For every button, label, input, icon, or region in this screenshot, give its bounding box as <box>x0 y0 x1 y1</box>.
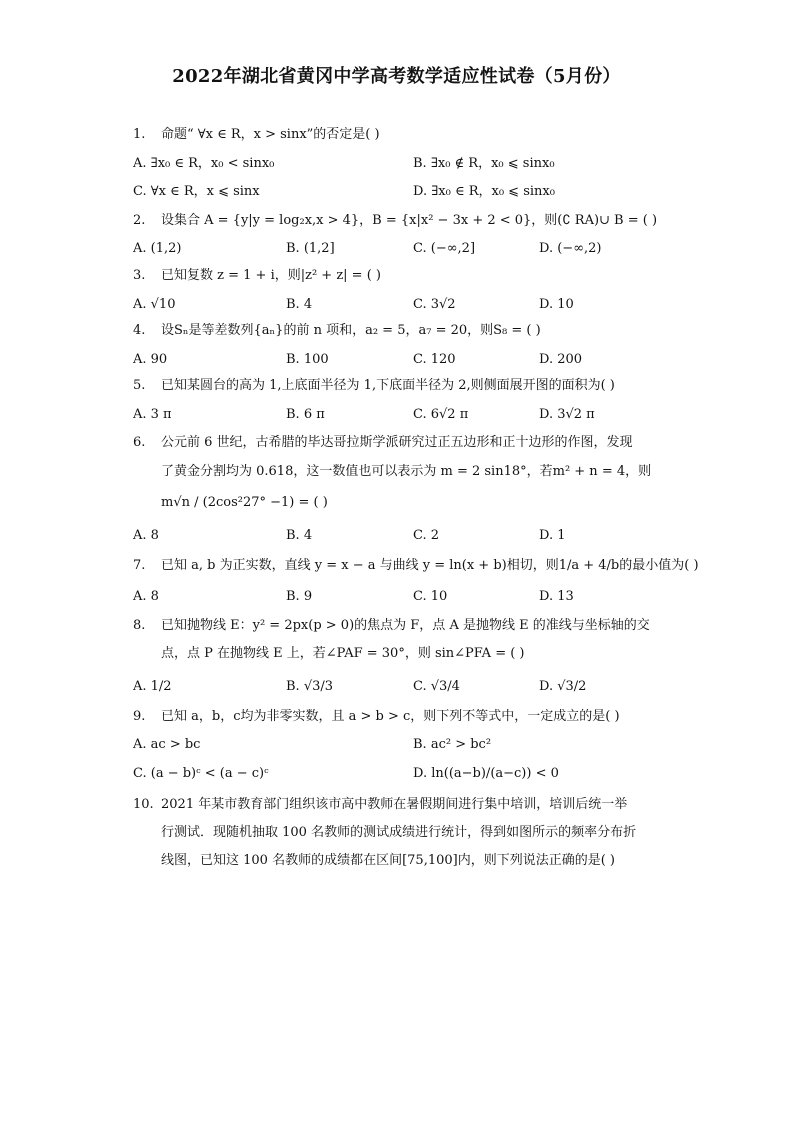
question-text: 已知 a，b，c均为非零实数，且 a > b > c，则下列不等式中，一定成立的是( ) <box>161 709 620 724</box>
question-text: 命题“ ∀x ∈ R，x > sinx”的否定是( ) <box>161 127 380 142</box>
question-text: 已知 a, b 为正实数，直线 y = x − a 与曲线 y = ln(x + b)相切，则1/a + 4/b的最小值为( ) <box>161 558 699 573</box>
question-4 <box>133 322 673 340</box>
option-a: A. ∃x₀ ∈ R，x₀ < sinx₀ <box>133 156 275 171</box>
option-a: A. 8 <box>133 589 159 604</box>
question-9 <box>133 708 673 726</box>
question-10 <box>133 796 673 814</box>
option-d: D. 3√2 π <box>539 407 595 422</box>
option-b: B. 9 <box>286 589 313 604</box>
question-6 <box>133 434 673 452</box>
question-text-continued: 行测试．现随机抽取 100 名教师的测试成绩进行统计，得到如图所示的频率分布折 <box>161 825 637 840</box>
question-number: 8. <box>133 618 146 633</box>
option-c: C. ∀x ∈ R，x ⩽ sinx <box>133 184 260 199</box>
question-number: 6. <box>133 435 146 450</box>
option-c: C. (a − b)ᶜ < (a − c)ᶜ <box>133 766 269 781</box>
question-number: 7. <box>133 558 146 573</box>
question-2 <box>133 212 673 230</box>
option-a: A. 90 <box>133 352 168 367</box>
question-text-continued: 线图，已知这 100 名教师的成绩都在区间[75,100]内，则下列说法正确的是( ) <box>161 853 615 868</box>
question-5 <box>133 377 673 395</box>
page-title: 2022年湖北省黄冈中学高考数学适应性试卷（5月份） <box>172 66 621 87</box>
question-7 <box>133 557 699 575</box>
question-text-continued: 了黄金分割均为 0.618，这一数值也可以表示为 m = 2 sin18°，若m² + n = 4，则 <box>161 464 652 479</box>
question-text: 已知某圆台的高为 1,上底面半径为 1,下底面半径为 2,则侧面展开图的面积为( ) <box>161 378 615 393</box>
option-b: B. 100 <box>286 352 329 367</box>
option-d: D. √3/2 <box>539 679 587 694</box>
option-a: A. (1,2) <box>133 241 182 256</box>
option-b: B. 6 π <box>286 407 325 422</box>
question-1 <box>133 126 673 144</box>
question-number: 5. <box>133 378 146 393</box>
question-text: 已知复数 z = 1 + i，则|z² + z| = ( ) <box>161 268 381 283</box>
question-text: 2021 年某市教育部门组织该市高中教师在暑假期间进行集中培训，培训后统一举 <box>161 797 628 812</box>
option-a: A. 1/2 <box>133 679 172 694</box>
question-text: 设Sₙ是等差数列{aₙ}的前 n 项和，a₂ = 5，a₇ = 20，则S₈ = ( ) <box>161 323 541 338</box>
option-c: C. 6√2 π <box>413 407 469 422</box>
option-b: B. (1,2] <box>286 241 335 256</box>
question-text: 公元前 6 世纪，古希腊的毕达哥拉斯学派研究过正五边形和正十边形的作图，发现 <box>161 435 633 450</box>
option-d: D. 1 <box>539 528 566 543</box>
question-text: 设集合 A = {y|y = log₂x,x > 4}，B = {x|x² − 3x + 2 < 0}，则(∁ RA)∪ B = ( ) <box>161 213 658 228</box>
option-b: B. 4 <box>286 297 313 312</box>
question-number: 10. <box>133 797 154 812</box>
option-d: D. 13 <box>539 589 574 604</box>
option-c: C. √3/4 <box>413 679 460 694</box>
question-number: 9. <box>133 709 146 724</box>
option-b: B. 4 <box>286 528 313 543</box>
question-number: 1. <box>133 127 146 142</box>
question-text-continued: 点，点 P 在抛物线 E 上，若∠PAF = 30°，则 sin∠PFA = ( ) <box>161 646 525 661</box>
option-a: A. √10 <box>133 297 176 312</box>
option-d: D. ln((a−b)/(a−c)) < 0 <box>413 766 559 781</box>
question-number: 3. <box>133 268 146 283</box>
option-a: A. 8 <box>133 528 159 543</box>
question-number: 4. <box>133 323 146 338</box>
option-c: C. 10 <box>413 589 448 604</box>
option-c: C. 120 <box>413 352 456 367</box>
option-c: C. (−∞,2] <box>413 241 476 256</box>
question-3 <box>133 267 673 285</box>
option-d: D. 200 <box>539 352 583 367</box>
option-a: A. 3 π <box>133 407 172 422</box>
question-8 <box>133 617 673 635</box>
option-d: D. ∃x₀ ∈ R，x₀ ⩽ sinx₀ <box>413 184 555 199</box>
question-text: 已知抛物线 E：y² = 2px(p > 0)的焦点为 F，点 A 是抛物线 E 的准线与坐标轴的交 <box>161 618 650 633</box>
question-number: 2. <box>133 213 146 228</box>
option-c: C. 3√2 <box>413 297 456 312</box>
option-d: D. 10 <box>539 297 574 312</box>
option-a: A. ac > bc <box>133 737 201 752</box>
option-c: C. 2 <box>413 528 440 543</box>
question-text-continued: m√n / (2cos²27° −1) = ( ) <box>161 495 328 510</box>
option-b: B. √3/3 <box>286 679 334 694</box>
option-b: B. ∃x₀ ∉ R，x₀ ⩽ sinx₀ <box>413 156 555 171</box>
option-b: B. ac² > bc² <box>413 737 492 752</box>
option-d: D. (−∞,2) <box>539 241 602 256</box>
